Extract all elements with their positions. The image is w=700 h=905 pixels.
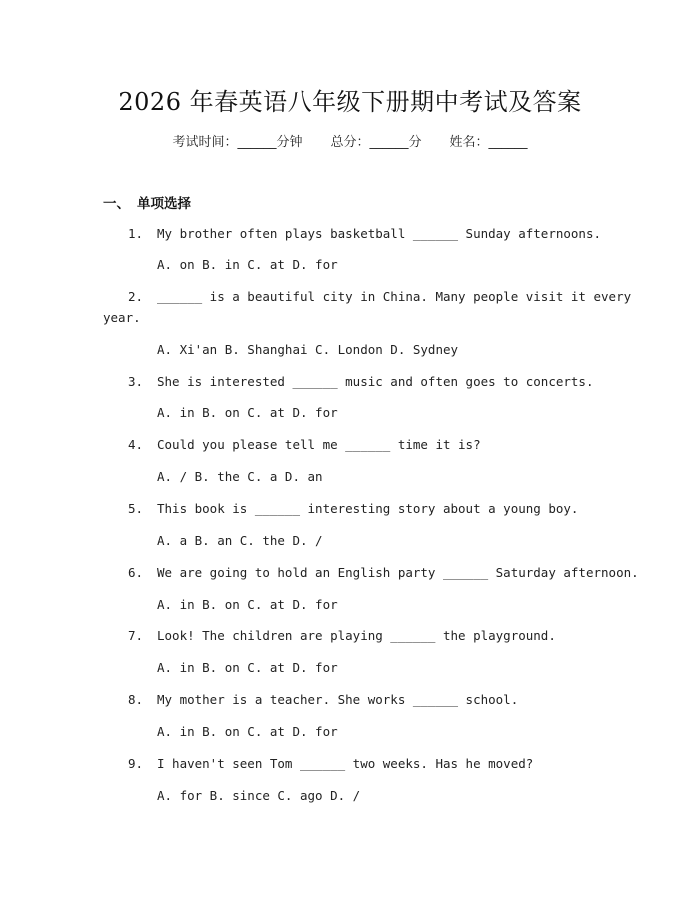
question-number: 5. — [128, 501, 144, 516]
question-3-options: A. in B. on C. at D. for — [157, 405, 338, 420]
question-text: This book is ______ interesting story about a young boy. — [157, 501, 579, 516]
question-number: 7. — [128, 628, 144, 643]
question-number: 3. — [128, 374, 144, 389]
question-5-options: A. a B. an C. the D. / — [157, 533, 323, 548]
question-7-options: A. in B. on C. at D. for — [157, 660, 338, 675]
question-9-options: A. for B. since C. ago D. / — [157, 788, 361, 803]
question-number: 6. — [128, 565, 144, 580]
exam-title: 2026 年春英语八年级下册期中考试及答案 — [118, 88, 582, 116]
section-number: 一、 — [103, 196, 130, 212]
question-8-options: A. in B. on C. at D. for — [157, 724, 338, 739]
question-text: My brother often plays basketball ______ Sunday afternoons. — [157, 226, 602, 241]
question-number: 2. — [128, 289, 144, 304]
question-text: I haven't seen Tom ______ two weeks. Has he moved? — [157, 756, 534, 771]
question-number: 9. — [128, 756, 144, 771]
question-text: ______ is a beautiful city in China. Many people visit it every — [157, 289, 632, 304]
exam-meta — [0, 131, 700, 150]
question-text: She is interested ______ music and often goes to concerts. — [157, 374, 594, 389]
section-heading — [103, 192, 191, 212]
question-text-continuation: year. — [103, 310, 141, 325]
question-number: 8. — [128, 692, 144, 707]
question-number: 1. — [128, 226, 144, 241]
question-6-options: A. in B. on C. at D. for — [157, 597, 338, 612]
question-text: My mother is a teacher. She works ______ school. — [157, 692, 519, 707]
question-2-options: A. Xi'an B. Shanghai C. London D. Sydney — [157, 342, 459, 357]
exam-score: 总分：______分 — [330, 135, 422, 150]
exam-name: 姓名：______ — [449, 135, 528, 150]
question-4-options: A. / B. the C. a D. an — [157, 469, 323, 484]
question-text: Could you please tell me ______ time it is? — [157, 437, 481, 452]
section-label: 单项选择 — [137, 196, 191, 212]
question-1-options: A. on B. in C. at D. for — [157, 257, 338, 272]
question-text: We are going to hold an English party ______ Saturday afternoon. — [157, 565, 639, 580]
question-text: Look! The children are playing ______ the playground. — [157, 628, 556, 643]
exam-time: 考试时间：______分钟 — [172, 135, 303, 150]
question-number: 4. — [128, 437, 144, 452]
